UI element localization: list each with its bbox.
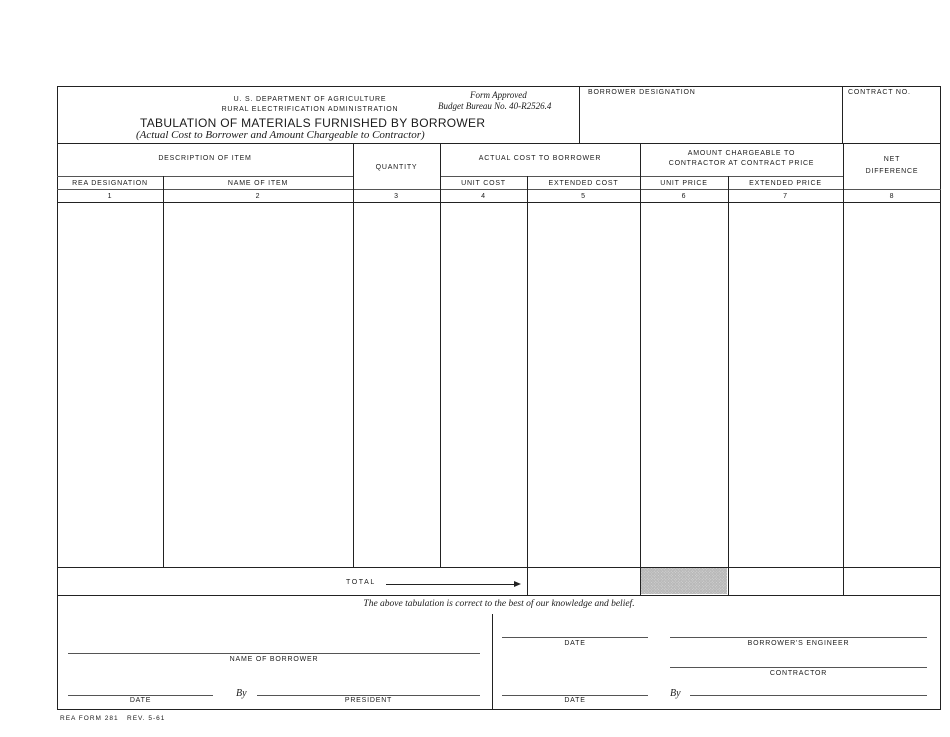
budget-bureau-number: Budget Bureau No. 40-R2526.4 (438, 101, 552, 111)
contract-no-field[interactable] (843, 98, 939, 142)
department-label: U. S. DEPARTMENT OF AGRICULTURE (233, 96, 387, 103)
header-subrule (57, 176, 353, 177)
form-number: REA FORM 281 REV. 5-61 (60, 715, 166, 722)
quantity-column-body[interactable] (354, 203, 439, 566)
name-of-item-column-body[interactable] (164, 203, 352, 566)
chargeable-group-line2: CONTRACTOR AT CONTRACT PRICE (668, 160, 815, 167)
header-rule (57, 143, 941, 144)
administration-label: RURAL ELECTRIFICATION ADMINISTRATION (221, 106, 399, 113)
contractor-line[interactable] (670, 667, 927, 668)
extended-price-column-body[interactable] (729, 203, 842, 566)
contractor-date-line[interactable] (502, 695, 648, 696)
unit-price-column-body[interactable] (641, 203, 727, 566)
header-subrule (57, 189, 941, 190)
net-difference-line2: DIFFERENCE (865, 168, 919, 175)
total-extended-cost-field[interactable] (528, 568, 639, 594)
contractor-label: CONTRACTOR (769, 670, 828, 677)
by-label: By (236, 688, 247, 699)
total-label: TOTAL (346, 579, 376, 586)
form-subtitle: (Actual Cost to Borrower and Amount Chargeable to Contractor) (136, 129, 425, 141)
col-number: 1 (107, 193, 113, 200)
contractor-date-label: DATE (564, 697, 586, 704)
col-number: 5 (581, 193, 586, 200)
unit-cost-column-body[interactable] (441, 203, 526, 566)
col-number: 7 (783, 193, 788, 200)
actual-cost-group: ACTUAL COST TO BORROWER (478, 155, 602, 162)
borrower-designation-field[interactable] (580, 98, 841, 142)
rea-designation-column-body[interactable] (58, 203, 162, 566)
extended-cost-column-body[interactable] (528, 203, 639, 566)
col-number: 8 (889, 193, 895, 200)
president-signature-line[interactable] (257, 695, 480, 696)
borrower-date-label: DATE (129, 697, 152, 704)
col-unit-price: UNIT PRICE (660, 180, 708, 187)
contractor-by-label: By (670, 688, 681, 699)
borrower-designation-label: BORROWER DESIGNATION (588, 89, 696, 96)
total-net-difference-field[interactable] (844, 568, 940, 594)
net-difference-column-body[interactable] (844, 203, 940, 566)
name-of-borrower-label: NAME OF BORROWER (229, 656, 319, 663)
description-of-item-group: DESCRIPTION OF ITEM (158, 155, 252, 162)
total-extended-price-field[interactable] (729, 568, 842, 594)
form-approved-label: Form Approved (470, 90, 527, 100)
chargeable-group-line1: AMOUNT CHARGEABLE TO (687, 150, 796, 157)
certification-divider (492, 614, 493, 710)
col-number: 4 (481, 193, 486, 200)
total-row-bottom-rule (57, 595, 941, 596)
net-difference-line1: NET (883, 156, 901, 163)
col-number: 3 (394, 193, 399, 200)
total-arrow-line (386, 584, 516, 585)
col-extended-cost: EXTENDED COST (548, 180, 619, 187)
col-number: 6 (681, 193, 687, 200)
certification-statement: The above tabulation is correct to the best of our knowledge and belief. (363, 599, 635, 609)
contract-no-label: CONTRACT NO. (848, 89, 911, 96)
borrowers-engineer-line[interactable] (670, 637, 927, 638)
unit-price-total-shaded-cell (641, 568, 727, 594)
engineer-date-line[interactable] (502, 637, 648, 638)
name-of-borrower-line[interactable] (68, 653, 480, 654)
col-name-of-item: NAME OF ITEM (227, 180, 289, 187)
col-rea-designation: REA DESIGNATION (72, 180, 148, 187)
col-number: 2 (255, 193, 261, 200)
header-subrule (440, 176, 843, 177)
borrower-date-line[interactable] (68, 695, 213, 696)
contractor-signature-line[interactable] (690, 695, 927, 696)
form-title: TABULATION OF MATERIALS FURNISHED BY BORROWER (140, 116, 486, 130)
col-unit-cost: UNIT COST (461, 180, 506, 187)
quantity-header: QUANTITY (375, 164, 418, 171)
arrow-right-icon (514, 581, 521, 587)
engineer-date-label: DATE (564, 640, 586, 647)
col-extended-price: EXTENDED PRICE (749, 180, 822, 187)
borrowers-engineer-label: BORROWER'S ENGINEER (747, 640, 850, 647)
president-label: PRESIDENT (344, 697, 393, 704)
